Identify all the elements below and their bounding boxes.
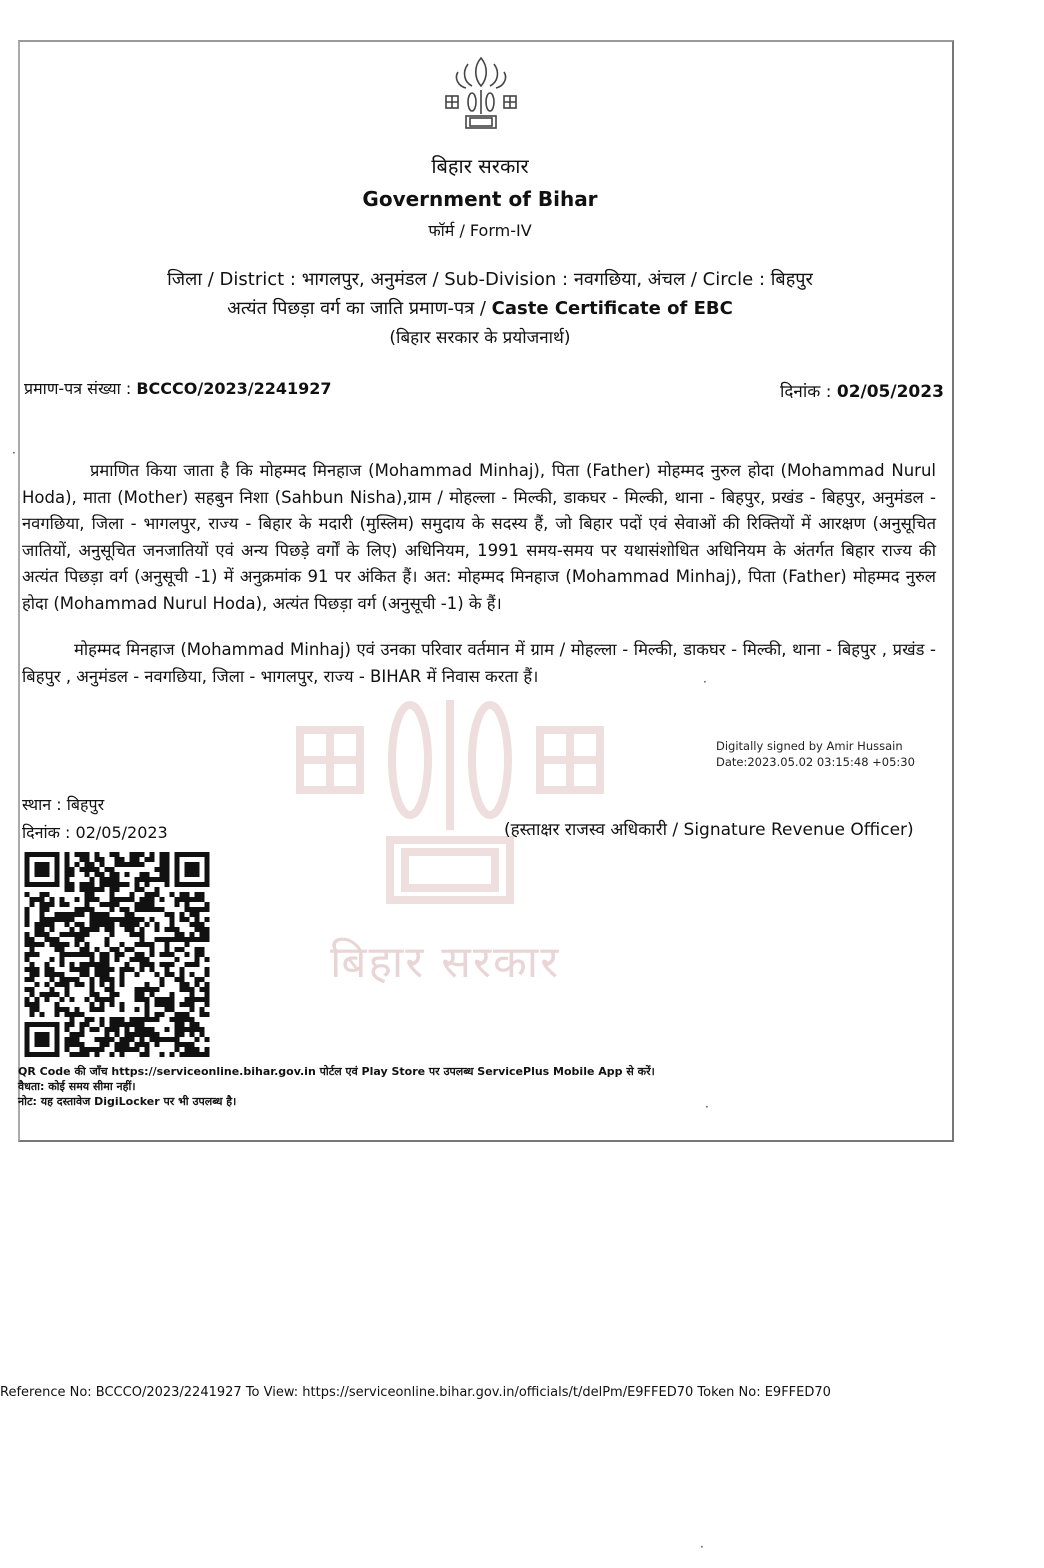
- footer-date: [22, 821, 168, 843]
- issue-date-label: दिनांक :: [780, 382, 837, 402]
- footer-date-value: 02/05/2023: [75, 823, 168, 842]
- certificate-purpose: (बिहार सरकार के प्रयोजनार्थ): [389, 328, 571, 348]
- certificate-title: [0, 296, 960, 320]
- location-line: [0, 267, 980, 291]
- district-value: भागलपुर: [301, 269, 359, 290]
- subdivision-value: नवगछिया: [573, 269, 637, 290]
- form-number: फॉर्म / Form-IV: [428, 221, 532, 240]
- government-title-english: Government of Bihar: [362, 187, 598, 211]
- circle-label: , अंचल / Circle :: [636, 269, 771, 290]
- digilocker-note: नोट: यह दस्तावेज DigiLocker पर भी उपलब्ध है।: [18, 1095, 237, 1108]
- validity-note: वैधता: कोई समय सीमा नहीं।: [18, 1080, 136, 1093]
- certificate-title-english: Caste Certificate of EBC: [491, 298, 733, 319]
- scan-speck: ·: [705, 1100, 709, 1114]
- certificate-number: [24, 377, 332, 399]
- certificate-title-hindi: अत्यंत पिछड़ा वर्ग का जाति प्रमाण-पत्र /: [227, 298, 492, 319]
- place: [22, 793, 104, 815]
- government-title-hindi: बिहार सरकार: [431, 154, 529, 178]
- digital-signature-date: Date:2023.05.02 03:15:48 +05:30: [716, 755, 915, 769]
- scan-speck: ·: [700, 1540, 704, 1554]
- certificate-number-value: BCCCO/2023/2241927: [136, 379, 332, 398]
- issue-date: [780, 379, 944, 402]
- watermark-text: बिहार सरकार: [330, 937, 561, 988]
- subdivision-label: , अनुमंडल / Sub-Division :: [358, 269, 574, 290]
- bihar-emblem-icon: [438, 52, 524, 134]
- qr-notes: [18, 1064, 655, 1109]
- qr-verify-note: QR Code की जाँच https://serviceonline.bihar.gov.in पोर्टल एवं Play Store पर उपलब्ध ServicePlus Mobile App से करें।: [18, 1065, 655, 1078]
- certificate-body-paragraph-2: मोहम्मद मिनहाज (Mohammad Minhaj) एवं उनका परिवार वर्तमान में ग्राम / मोहल्ला - मिल्की, डाकघर - मिल्की, थाना - बिहपुर , प्रखंड - बिहपुर , अनुमंडल - नवगछिया, जिला - भागलपुर, राज्य - BIHAR में निवास करता हैं।: [22, 640, 936, 686]
- qr-code-icon[interactable]: [24, 852, 210, 1057]
- signature-caption: (हस्ताक्षर राजस्व अधिकारी / Signature Revenue Officer): [504, 820, 914, 840]
- reference-line: Reference No: BCCCO/2023/2241927 To View: https://serviceonline.bihar.gov.in/officials/t/delPm/E9FFED70 Token No: E9FFED70: [0, 1385, 831, 1400]
- place-label: स्थान :: [22, 795, 67, 814]
- footer-date-label: दिनांक :: [22, 823, 76, 842]
- district-label: जिला / District :: [167, 269, 302, 290]
- scan-speck: ·: [12, 446, 16, 460]
- circle-value: बिहपुर: [770, 269, 813, 290]
- certificate-body-paragraph-1: प्रमाणित किया जाता है कि मोहम्मद मिनहाज (Mohammad Minhaj), पिता (Father) मोहम्मद नुरुल होदा (Mohammad Nurul Hoda), माता (Mother) सहबुन निशा (Sahbun Nisha),ग्राम / मोहल्ला - मिल्की, डाकघर - मिल्की, थाना - बिहपुर, प्रखंड - बिहपुर, अनुमंडल - नवगछिया, जिला - भागलपुर, राज्य - बिहार के मदारी (मुस्लिम) समुदाय के सदस्य हैं, जो बिहार पदों एवं सेवाओं की रिक्तियों में आरक्षण (अनुसूचित जातियों, अनुसूचित जनजातियों एवं अन्य पिछड़े वर्गों के लिए) अधिनियम, 1991 समय-समय पर यथासंशोधित अधिनियम के अंतर्गत बिहार राज्य की अत्यंत पिछड़ा वर्ग (अनुसूची -1) में अनुक्रमांक 91 पर अंकित हैं। अत: मोहम्मद मिनहाज (Mohammad Minhaj), पिता (Father) मोहम्मद नुरुल होदा (Mohammad Nurul Hoda), अत्यंत पिछड़ा वर्ग (अनुसूची -1) के हैं।: [22, 461, 936, 613]
- issue-date-value: 02/05/2023: [836, 382, 944, 402]
- digital-signature-signer: Digitally signed by Amir Hussain: [716, 739, 903, 753]
- certificate-number-label: प्रमाण-पत्र संख्या :: [24, 379, 137, 398]
- scan-speck: ·: [703, 675, 707, 689]
- place-value: बिहपुर: [66, 795, 105, 814]
- digital-signature: [716, 738, 915, 770]
